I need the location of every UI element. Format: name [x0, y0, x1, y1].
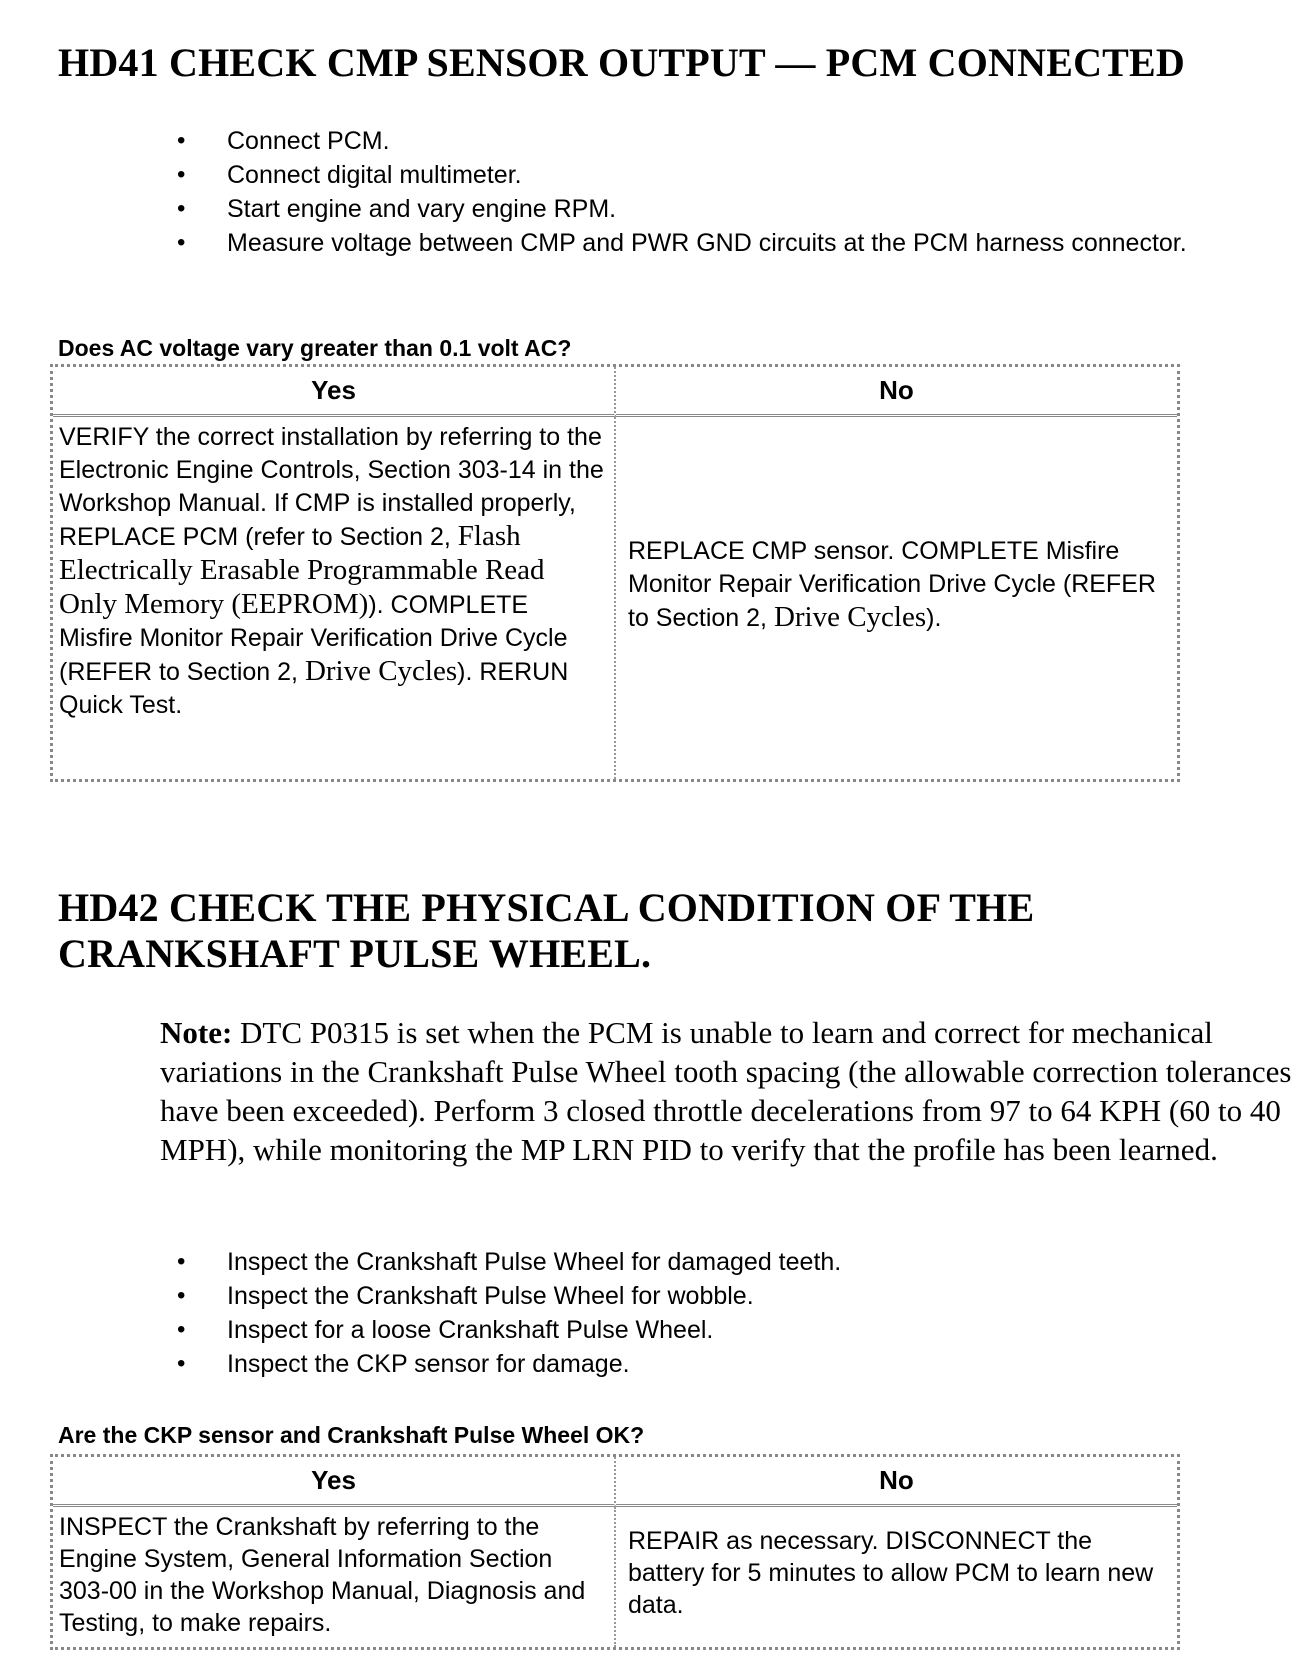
table-header-row — [53, 367, 1177, 417]
step-item: • Connect PCM. — [175, 124, 1205, 158]
step-item: • Inspect the Crankshaft Pulse Wheel for damaged teeth. — [175, 1245, 1205, 1279]
yes-action-cell — [53, 417, 616, 779]
table-row — [53, 417, 1177, 779]
yes-column-header: Yes — [53, 1457, 616, 1507]
no-column-header: No — [616, 1457, 1177, 1507]
yes-action-cell: INSPECT the Crankshaft by referring to the Engine System, General Information Section 303-00 in the Workshop Manual, Diagnosis and Testing, to make repairs. — [53, 1507, 616, 1647]
step-item: • Connect digital multimeter. — [175, 158, 1205, 192]
yes-action-text: ). RERUN Quick Test. — [59, 658, 569, 719]
step-item: • Measure voltage between CMP and PWR GND circuits at the PCM harness connector. — [175, 226, 1205, 260]
result-table-hd41 — [50, 364, 1180, 782]
no-action-text: REPLACE CMP sensor. COMPLETE Misfire Monitor Repair Verification Drive Cycle (REFER to Section 2, — [628, 537, 1156, 632]
no-action-cell — [616, 417, 1177, 779]
note-text: DTC P0315 is set when the PCM is unable to learn and correct for mechanical variations in the Crankshaft Pulse Wheel tooth spacing (the allowable correction tolerances have been exceeded). Perform 3 closed throttle decelerations from 97 to 64 KPH (60 to 40 MPH), while monitoring the MP LRN PID to verify that the profile has been learned. — [160, 1015, 1292, 1167]
step-item: • Inspect the CKP sensor for damage. — [175, 1347, 1205, 1381]
section-heading-hd41: HD41 CHECK CMP SENSOR OUTPUT — PCM CONNECTED — [58, 40, 1186, 85]
step-item: • Start engine and vary engine RPM. — [175, 192, 1205, 226]
no-action-cell: REPAIR as necessary. DISCONNECT the battery for 5 minutes to allow PCM to learn new data. — [628, 1527, 1154, 1619]
no-column-header: No — [616, 367, 1177, 417]
yes-action-text: VERIFY the correct installation by referring to the Electronic Engine Controls, Section 303-14 in the Workshop Manual. If CMP is installed properly, REPLACE PCM (refer to Section 2, — [59, 423, 604, 551]
yes-action-text: ). COMPLETE Misfire Monitor Repair Verification Drive Cycle (REFER to Section 2, — [59, 591, 568, 686]
step-list-hd41 — [175, 124, 1205, 260]
yes-column-header: Yes — [53, 367, 616, 417]
note-paragraph — [160, 1013, 1300, 1169]
question-hd41: Does AC voltage vary greater than 0.1 volt AC? — [58, 335, 572, 361]
step-item: • Inspect for a loose Crankshaft Pulse Wheel. — [175, 1313, 1205, 1347]
note-label: Note: — [160, 1015, 233, 1050]
table-header-row — [53, 1457, 1177, 1507]
step-list-hd42 — [175, 1245, 1205, 1381]
drive-cycles-reference: Drive Cycles — [304, 655, 458, 687]
question-hd42: Are the CKP sensor and Crankshaft Pulse Wheel OK? — [58, 1422, 645, 1448]
drive-cycles-reference: Drive Cycles — [773, 601, 927, 633]
eeprom-reference: Flash Electrically Erasable Programmable Read Only Memory (EEPROM) — [59, 520, 545, 620]
result-table-hd42 — [50, 1454, 1180, 1650]
table-row — [53, 1507, 1177, 1647]
no-action-text: ). — [926, 604, 942, 632]
section-heading-hd42: HD42 CHECK THE PHYSICAL CONDITION OF THE CRANKSHAFT PULSE WHEEL. — [58, 885, 1035, 976]
step-item: • Inspect the Crankshaft Pulse Wheel for wobble. — [175, 1279, 1205, 1313]
